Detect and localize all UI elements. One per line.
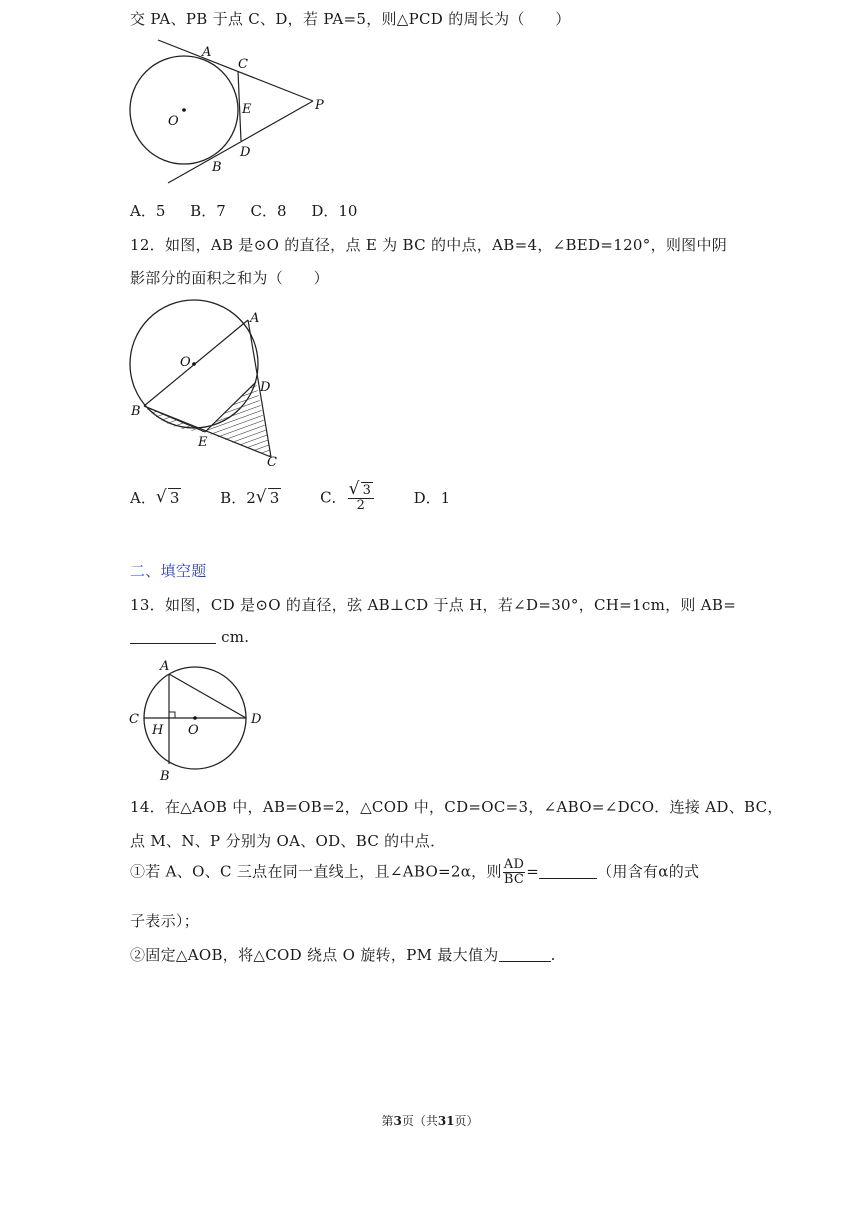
- q13-answer-blank[interactable]: [130, 628, 216, 644]
- q12-label-c: C: [267, 455, 277, 470]
- q13-right-angle-mark: [169, 712, 175, 718]
- q14-part1: ①若 A、O、C 三点在同一直线上，且∠ABO=2α，则 $\frac{AD}{BC}$ = （用含有α的式: [130, 857, 700, 887]
- q13-unit: cm.: [221, 628, 250, 646]
- q13-label-a: A: [160, 659, 170, 674]
- q12-label-a: A: [250, 311, 260, 326]
- section-title: 二、填空题: [130, 562, 207, 580]
- q12-figure: [122, 296, 292, 472]
- footer-page: 3: [393, 1114, 402, 1128]
- q13-label-d: D: [251, 712, 262, 727]
- q11-option-d: D．10: [311, 202, 358, 220]
- footer-total: 31: [437, 1114, 455, 1128]
- q11-label-a: A: [202, 45, 212, 60]
- q14-line1: 14．在△AOB 中，AB=OB=2，△COD 中，CD=OC=3，∠ABO=∠DCO．连接 AD、BC，: [130, 798, 783, 816]
- q11-label-b: B: [212, 160, 222, 175]
- q12-line1: 12．如图，AB 是⊙O 的直径，点 E 为 BC 的中点，AB=4，∠BED=120°，则图中阴: [130, 236, 728, 254]
- q12-option-a: A． √ 3: [130, 486, 180, 507]
- q14-answer-blank-1[interactable]: [539, 863, 597, 879]
- q11-option-a: A．5: [130, 202, 166, 220]
- q12-label-o: O: [180, 355, 191, 370]
- q13-center-dot: [193, 716, 197, 720]
- q11-label-d: D: [240, 145, 251, 160]
- q14-line4: 子表示）；: [130, 912, 200, 930]
- q13-figure: [124, 656, 274, 784]
- q12-label-e: E: [198, 435, 208, 450]
- q12-option-d: D．1: [413, 488, 451, 507]
- q11-options: [130, 200, 377, 221]
- q11-text: 交 PA、PB 于点 C、D，若 PA=5，则△PCD 的周长为（ ）: [130, 10, 571, 28]
- q11-center-dot: [182, 108, 186, 112]
- q12-center-dot: [192, 362, 196, 366]
- q11-option-c: C．8: [250, 202, 287, 220]
- q12-options: [130, 479, 470, 513]
- q14-fraction: $\frac{AD}{BC}$: [503, 857, 525, 887]
- page-footer: 第3页（共31页）: [381, 1114, 479, 1128]
- q14-answer-blank-2[interactable]: [499, 946, 551, 962]
- q13-label-b: B: [160, 769, 170, 784]
- q13-line1: 13．如图，CD 是⊙O 的直径，弦 AB⊥CD 于点 H，若∠D=30°，CH=1cm，则 AB=: [130, 596, 737, 614]
- q12-segment-be: [144, 406, 205, 432]
- q12-label-b: B: [131, 404, 141, 419]
- q13-line2: [130, 628, 249, 646]
- q14-line2: 点 M、N、P 分别为 OA、OD、BC 的中点．: [130, 832, 446, 850]
- q13-label-h: H: [152, 723, 164, 738]
- q11-label-o: O: [168, 114, 179, 129]
- q12-diameter-ab: [144, 320, 248, 406]
- q11-label-e: E: [242, 102, 252, 117]
- q14-part2: ②固定△AOB，将△COD 绕点 O 旋转，PM 最大值为 .: [130, 946, 556, 964]
- q13-label-c: C: [129, 712, 139, 727]
- q12-option-b: B．2 √ 3: [220, 486, 280, 507]
- q11-label-p: P: [315, 98, 324, 113]
- q13-segment-ad: [169, 674, 246, 718]
- q11-tangent-pb: [168, 101, 313, 183]
- q11-label-c: C: [238, 57, 248, 72]
- q11-figure: [120, 36, 340, 188]
- q12-option-c: C． √ 3 2: [320, 484, 375, 513]
- q11-option-b: B．7: [190, 202, 226, 220]
- q12-line2: 影部分的面积之和为（ ）: [130, 269, 329, 287]
- q13-label-o: O: [188, 723, 199, 738]
- q12-label-d: D: [260, 380, 271, 395]
